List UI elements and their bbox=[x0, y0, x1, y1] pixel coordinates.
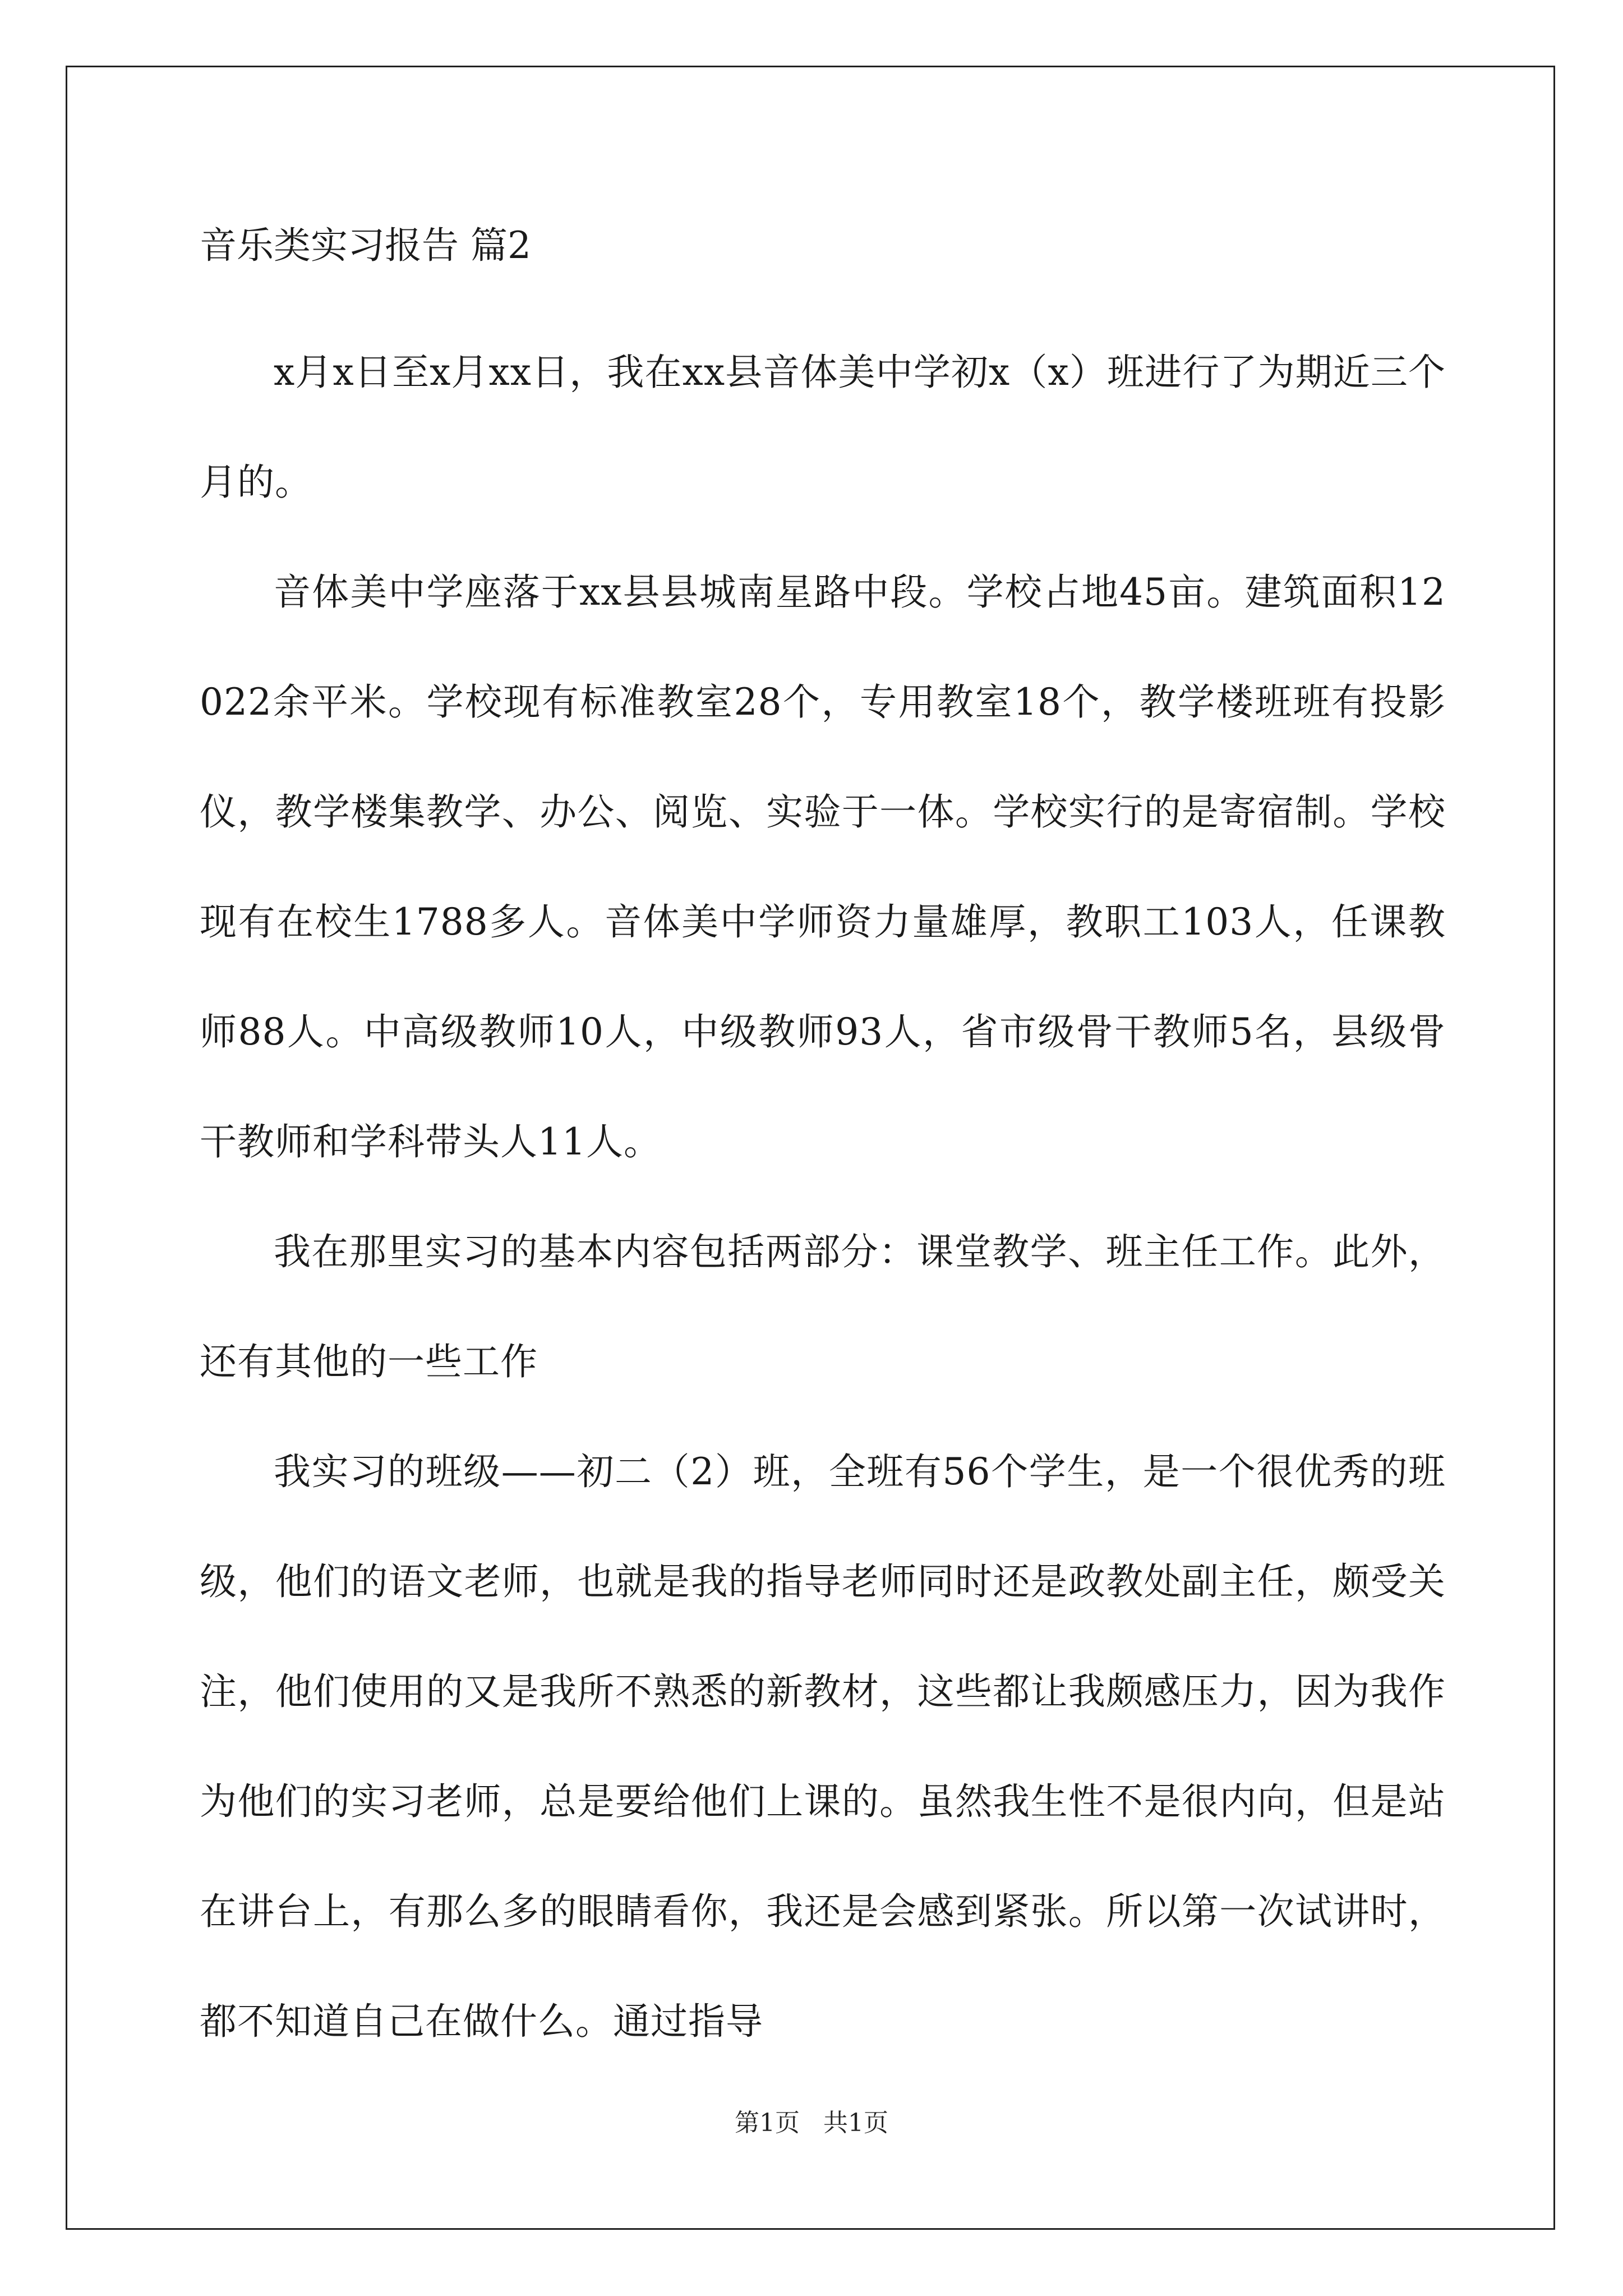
paragraph-internship-content: 我在那里实习的基本内容包括两部分：课堂教学、班主任工作。此外，还有其他的一些工作 bbox=[200, 1230, 1446, 1383]
paragraph-intro: x月x日至x月xx日，我在xx县音体美中学初x（x）班进行了为期近三个月的。 bbox=[200, 351, 1446, 504]
paragraph-school-profile: 音体美中学座落于xx县县城南星路中段。学校占地45亩。建筑面积12022余平米。学校现有标准教室28个，专用教室18个，教学楼班班有投影仪，教学楼集教学、办公、阅览、实验于一体。学校实行的是寄宿制。学校现有在校生1788多人。音体美中学师资力量雄厚，教职工103人，任课教师88人。中高级教师10人，中级教师93人，省市级骨干教师5名，县级骨干教师和学科带头人11人。 bbox=[200, 570, 1446, 1163]
paragraph-class-experience: 我实习的班级——初二（2）班，全班有56个学生，是一个很优秀的班级，他们的语文老师，也就是我的指导老师同时还是政教处副主任，颇受关注，他们使用的又是我所不熟悉的新教材，这些都让我颇感压力，因为我作为他们的实习老师，总是要给他们上课的。虽然我生性不是很内向，但是站在讲台上，有那么多的眼睛看你，我还是会感到紧张。所以第一次试讲时，都不知道自己在做什么。通过指导 bbox=[200, 1450, 1446, 2043]
page-number-footer: 第1页 共1页 bbox=[735, 2109, 888, 2137]
document-title: 音乐类实习报告 篇2 bbox=[200, 224, 531, 267]
document-body bbox=[200, 212, 1446, 2077]
